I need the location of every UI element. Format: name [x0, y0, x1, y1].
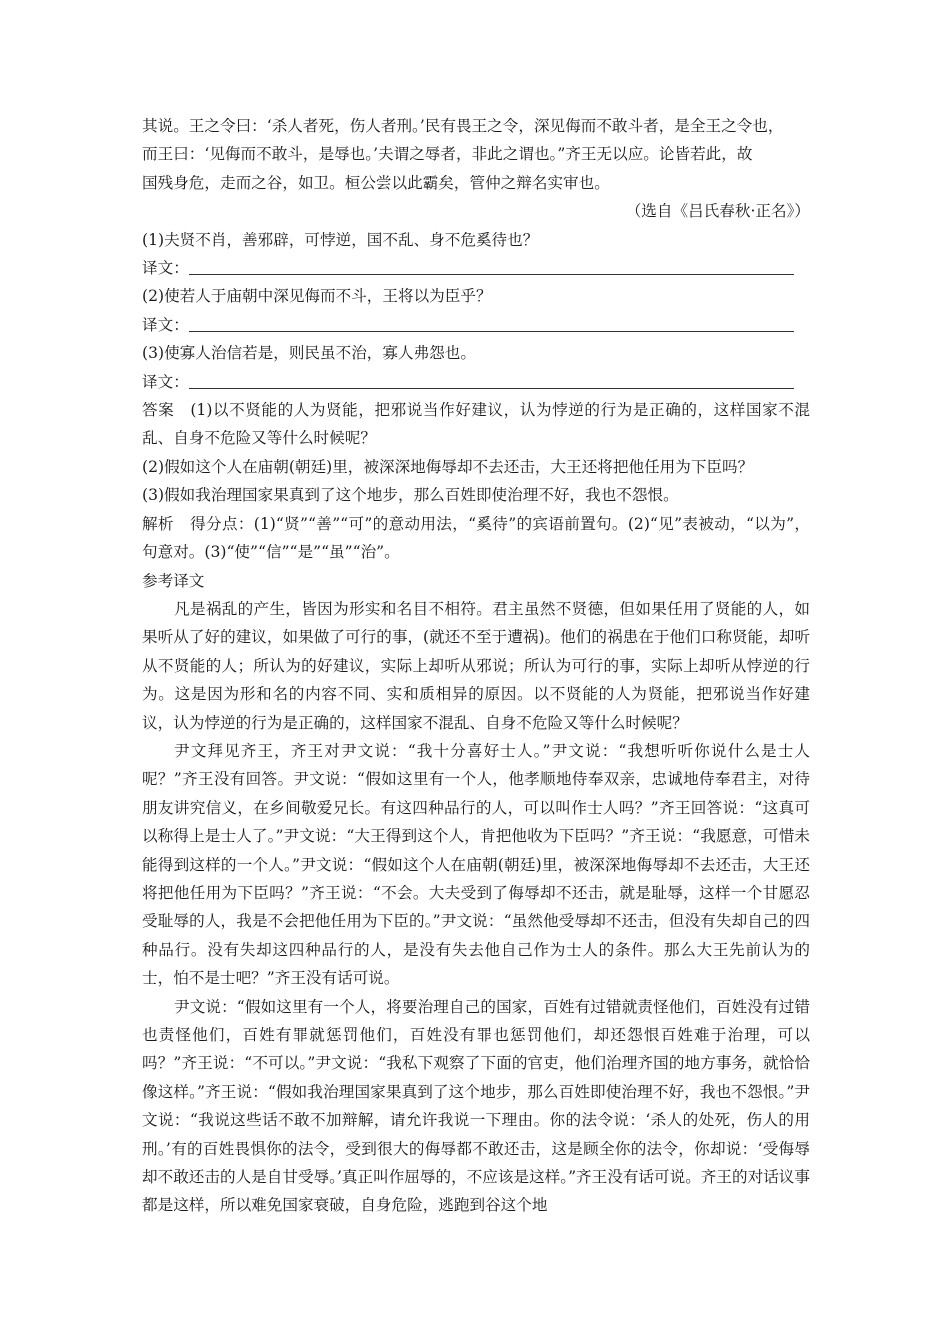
translation-label: 译文：: [142, 315, 189, 334]
answer-heading: 答案: [142, 401, 175, 420]
analysis: [142, 510, 810, 567]
passage-line: 其说。王之令曰：‘杀人者死，伤人者刑。’民有畏王之令，深见侮而不敢斗者，是全王之令也，: [142, 117, 784, 135]
analysis-text: 得分点：(1)“贤”“善”“可”的意动用法，“奚待”的宾语前置句。(2)“见”表被动，“以为”，句意对。(3)“使”“信”“是”“虽”“治”。: [142, 514, 810, 562]
question-1: (1)夫贤不肖，善邪辟，可悖逆，国不乱、身不危奚待也？: [142, 230, 539, 249]
passage-line: 而王曰：‘见侮而不敢斗，是辱也。’夫谓之辱者，非此之谓也。”齐王无以应。论皆若此，故: [142, 145, 753, 164]
question-3: (3)使寡人治信若是，则民虽不治，寡人弗怨也。: [142, 344, 476, 363]
translation-label: 译文：: [142, 372, 189, 391]
answer-2: (2)假如这个人在庙朝(朝廷)里，被深深地侮辱却不去还击，大王还将把他任用为下臣吗？: [142, 457, 754, 476]
answer-blank-1[interactable]: [189, 256, 794, 275]
translation-label: 译文：: [142, 259, 189, 278]
answer-1: [142, 396, 810, 453]
reference-paragraph-3: 尹文说：“假如这里有一个人，将要治理自己的国家，百姓有过错就责怪他们，百姓没有过错也责怪他们，百姓有罪就惩罚他们，百姓没有罪也惩罚他们，却还怨恨百姓难于治理，可以吗？”齐王说：“不可以。”尹文说：“我私下观察了下面的官吏，他们治理齐国的地方事务，就恰恰像这样。”齐王说：“假如我治理国家果真到了这个地步，那么百姓即使治理不好，我也不怨恨。”尹文说：“我说这些话不敢不加辩解，请允许我说一下理由。你的法令说：‘杀人的处死，伤人的用刑。’有的百姓畏惧你的法令，受到很大的侮辱都不敢还击，这是顾全你的法令，你却说：‘受侮辱却不敢还击的人是自甘受辱。’真正叫作屈辱的，不应该是这样。”齐王没有话可说。齐王的对话议事都是这样，所以难免国家衰破，自身危险，逃跑到谷这个地: [142, 997, 810, 1215]
answer-1-text: (1)以不贤能的人为贤能，把邪说当作好建议，认为悖逆的行为是正确的，这样国家不混乱、自身不危险又等什么时候呢？: [142, 401, 810, 448]
answer-3: (3)假如我治理国家果真到了这个地步，那么百姓即使治理不好，我也不怨恨。: [142, 486, 679, 505]
translation-row-1: [142, 254, 810, 282]
answer-blank-3[interactable]: [189, 370, 794, 389]
source-citation: （选自《吕氏春秋·正名》）: [625, 202, 810, 221]
reference-paragraph-2: 尹文拜见齐王，齐王对尹文说：“我十分喜好士人。”尹文说：“我想听听你说什么是士人呢？”齐王没有回答。尹文说：“假如这里有一个人，他孝顺地侍奉双亲，忠诚地侍奉君主，对待朋友讲究信义，在乡间敬爱兄长。有这四种品行的人，可以叫作士人吗？”齐王回答说：“这真可以称得上是士人了。”尹文说：“大王得到这个人，肯把他收为下臣吗？”齐王说：“我愿意，可惜未能得到这样的一个人。”尹文说：“假如这个人在庙朝(朝廷)里，被深深地侮辱却不去还击，大王还将把他任用为下臣吗？”齐王说：“不会。大夫受到了侮辱却不还击，就是耻辱，这样一个甘愿忍受耻辱的人，我是不会把他任用为下臣的。”尹文说：“虽然他受辱却不还击，但没有失却自己的四种品行。没有失却这四种品行的人，是没有失去他自己作为士人的条件。那么大王先前认为的士，怕不是士吧？”齐王没有话可说。: [142, 741, 810, 988]
answer-blank-2[interactable]: [189, 313, 794, 332]
document-page: [142, 112, 810, 1220]
reference-paragraph-1: 凡是祸乱的产生，皆因为形实和名目不相符。君主虽然不贤德，但如果任用了贤能的人，如果听从了好的建议，如果做了可行的事，(就还不至于遭祸)。他们的祸患在于他们口称贤能，却听从不贤能的人；所认为的好建议，实际上却听从邪说；所认为可行的事，实际上却听从悖逆的行为。这是因为形和名的内容不同、实和质相异的原因。以不贤能的人为贤能，把邪说当作好建议，认为悖逆的行为是正确的，这样国家不混乱、自身不危险又等什么时候呢？: [142, 599, 810, 732]
reference-heading: 参考译文: [142, 571, 205, 590]
translation-row-2: [142, 311, 810, 339]
passage-line: 国残身危，走而之谷，如卫。桓公尝以此霸矣，管仲之辩名实审也。: [142, 173, 610, 192]
analysis-heading: 解析: [142, 514, 174, 533]
translation-row-3: [142, 368, 810, 396]
question-2: (2)使若人于庙朝中深见侮而不斗，王将以为臣乎？: [142, 287, 492, 306]
